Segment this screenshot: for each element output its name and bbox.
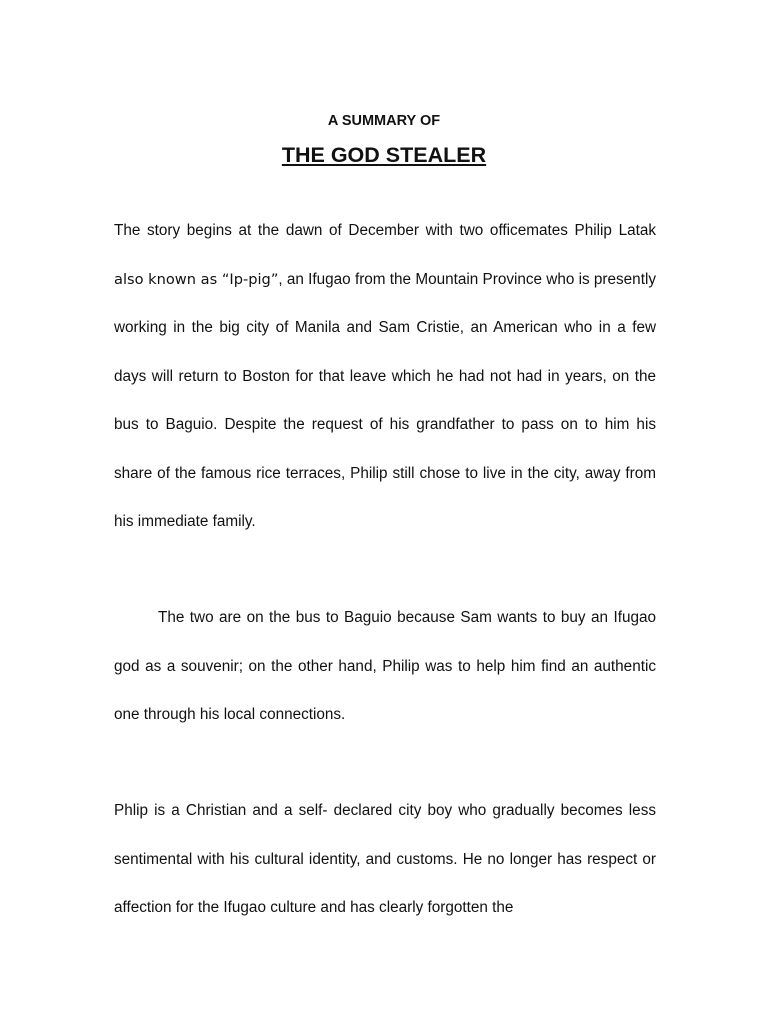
document-title: THE GOD STEALER	[281, 143, 487, 167]
paragraph-1-nickname: also known as “Ip-pig”	[114, 270, 279, 288]
paragraph-1-text-end: , an Ifugao from the Mountain Province who is presently working in the big city of Manila and Sam Cristie, an American who in a few days will return to Boston for that leave which he had not had in years, on the bus to Baguio. Despite the request of his grandfather to pass on to him his share of the famous rice terraces, Philip still chose to live in the city, away from his immediate family.	[114, 270, 656, 530]
document-subtitle: A SUMMARY OF	[327, 113, 441, 129]
paragraph-1-text-start: The story begins at the dawn of December with two officemates Philip Latak	[114, 222, 656, 239]
paragraph-2: The two are on the bus to Baguio because Sam wants to buy an Ifugao god as a souvenir; on the other hand, Philip was to help him find an authentic one through his local connections.	[114, 609, 656, 723]
paragraph-1	[114, 207, 656, 547]
paragraph-3: Phlip is a Christian and a self- declared city boy who gradually becomes less sentimental with his cultural identity, and customs. He no longer has respect or affection for the Ifugao culture and has clearly forgotten the	[114, 802, 656, 916]
